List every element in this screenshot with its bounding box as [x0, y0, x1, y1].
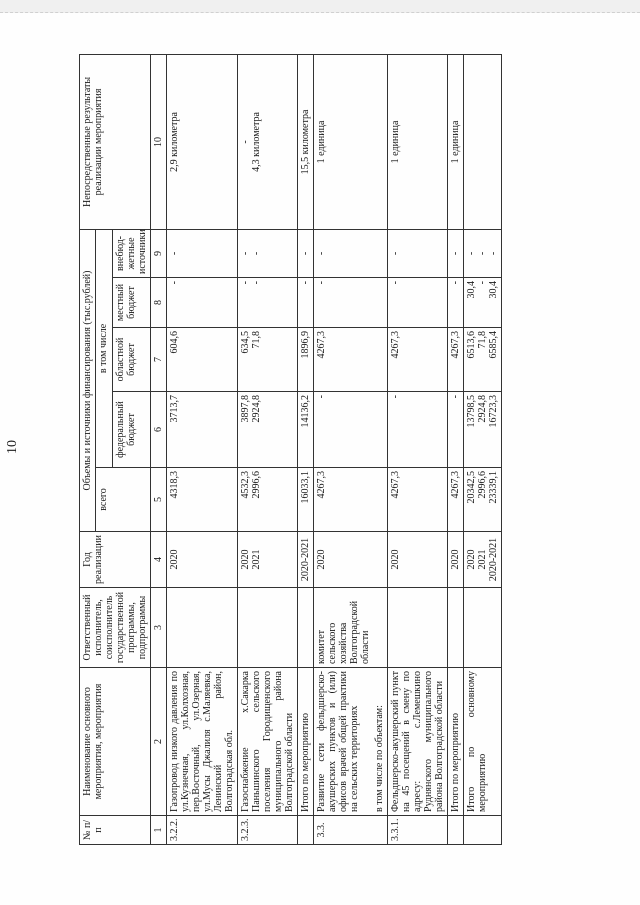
header-regional: областной бюджет — [113, 328, 151, 392]
row-responsible — [298, 588, 314, 668]
row-offbudget — [388, 229, 448, 277]
header-offbudget: внебюд-жетные источники — [113, 229, 151, 277]
row-regional-value: 4267,3 — [316, 331, 327, 359]
row-offbudget — [238, 229, 298, 277]
row-offbudget-value: - — [477, 251, 488, 256]
row-name — [388, 668, 448, 816]
row-local — [167, 278, 238, 328]
row-result-value: 2,9 километра — [169, 112, 180, 172]
row-year — [464, 532, 502, 588]
row-offbudget-value: - — [316, 251, 327, 256]
financing-table — [79, 54, 502, 845]
row-local-value: 30,4 — [488, 281, 499, 299]
row-responsible-text: комитет сельского хозяйства Волгоградской области — [316, 600, 371, 664]
header-including: в том числе — [96, 229, 113, 467]
row-local-value: - — [169, 281, 180, 285]
colnum-2: 2 — [151, 668, 167, 816]
row-federal — [167, 392, 238, 468]
row-year — [238, 532, 298, 588]
row-local — [314, 278, 388, 328]
top-scan-strip — [0, 0, 640, 13]
row-num-text: 3.2.3. — [240, 818, 251, 841]
row-total-value: 4267,3 — [316, 471, 327, 499]
row-result — [238, 54, 298, 229]
row-regional-value: 6513,6 — [466, 331, 477, 359]
row-local-value: - — [251, 281, 262, 285]
colnum-9: 9 — [151, 229, 167, 277]
table-row — [448, 54, 464, 844]
table-row — [167, 54, 238, 844]
row-total-value: 4532,3 — [240, 471, 251, 499]
row-federal-value: - — [450, 395, 461, 399]
row-result — [298, 54, 314, 229]
row-federal-value: - — [316, 395, 327, 399]
row-offbudget-value: - — [390, 251, 401, 256]
row-total — [448, 468, 464, 532]
row-name-subnote: в том числе по объектам: — [374, 705, 385, 812]
row-num — [167, 816, 238, 845]
row-result-value: - — [240, 140, 251, 144]
row-num — [314, 816, 388, 845]
row-offbudget-value: - — [488, 251, 499, 256]
row-responsible — [314, 588, 388, 668]
row-local — [298, 278, 314, 328]
row-local-value: - — [390, 281, 401, 285]
row-year — [167, 532, 238, 588]
row-year — [314, 532, 388, 588]
row-num-text: 3.3. — [316, 822, 327, 838]
row-result-value: 1 единица — [450, 120, 461, 164]
row-total-value: 4267,3 — [450, 471, 461, 499]
table-row — [388, 54, 448, 844]
row-result-value: 15,5 километра — [300, 109, 311, 175]
row-federal — [448, 392, 464, 468]
page-number: 10 — [5, 440, 20, 454]
row-result-value: 1 единица — [316, 120, 327, 164]
row-offbudget — [314, 229, 388, 277]
row-regional — [167, 328, 238, 392]
rotated-table-frame — [5, 55, 549, 845]
row-total — [388, 468, 448, 532]
header-num: № п/п — [80, 816, 151, 845]
row-responsible — [167, 588, 238, 668]
row-year-value: 2021 — [477, 549, 488, 570]
row-offbudget — [448, 229, 464, 277]
row-year — [388, 532, 448, 588]
row-offbudget-value: - — [450, 251, 461, 256]
header-year: Год реализации — [80, 532, 151, 588]
row-total-value: 16033,1 — [300, 471, 311, 504]
row-total — [464, 468, 502, 532]
row-total-value: 2996,6 — [477, 471, 488, 499]
row-year-value: 2020-2021 — [488, 537, 499, 582]
colnum-1: 1 — [151, 816, 167, 845]
row-federal-value: 16723,3 — [488, 395, 499, 428]
row-responsible — [448, 588, 464, 668]
row-federal — [388, 392, 448, 468]
row-num — [298, 816, 314, 845]
row-result — [314, 54, 388, 229]
row-responsible — [238, 588, 298, 668]
row-regional — [314, 328, 388, 392]
row-federal-value: - — [390, 395, 401, 399]
row-federal — [238, 392, 298, 468]
row-num — [464, 816, 502, 845]
row-offbudget — [464, 229, 502, 277]
row-num-text: 3.2.2. — [169, 818, 180, 841]
row-year-value: 2021 — [251, 549, 262, 570]
row-responsible — [388, 588, 448, 668]
row-regional-value: 71,8 — [477, 331, 488, 349]
row-regional — [448, 328, 464, 392]
row-regional-value: 4267,3 — [450, 331, 461, 359]
row-offbudget-value: - — [251, 251, 262, 256]
row-total — [298, 468, 314, 532]
row-total-value: 20342,5 — [466, 471, 477, 504]
row-offbudget-value: - — [300, 251, 311, 256]
row-year — [298, 532, 314, 588]
row-offbudget-value: - — [240, 251, 251, 256]
row-federal — [464, 392, 502, 468]
row-name — [314, 668, 388, 816]
row-regional-value: 6585,4 — [488, 331, 499, 359]
header-financing-group: Объемы и источники финансирования (тыс.рублей) — [80, 229, 96, 531]
row-total — [238, 468, 298, 532]
row-name-text: Газоснабжение х.Сакарка Паньшинского сельского поселения Городищенского муниципального района Волгоградской области — [240, 671, 295, 812]
header-federal: федеральный бюджет — [113, 392, 151, 468]
row-year-value: 2020 — [169, 549, 180, 570]
header-responsible: Ответственный исполнитель, соисполнитель государственной программы, подпрограммы — [80, 588, 151, 668]
row-year-value: 2020 — [390, 549, 401, 570]
row-responsible — [464, 588, 502, 668]
table-row — [314, 54, 388, 844]
row-total-value: 23339,1 — [488, 471, 499, 504]
row-name-text: Развитие сети фельдшерско-акушерских пунктов и (или) офисов врачей общей практики на сельских территориях — [316, 671, 360, 812]
row-local — [388, 278, 448, 328]
row-federal-value: 14136,2 — [300, 395, 311, 428]
row-local-value: - — [316, 281, 327, 285]
row-offbudget — [298, 229, 314, 277]
row-federal-value: 13798,5 — [466, 395, 477, 428]
row-name-text: Итого по мероприятию — [300, 713, 311, 812]
row-regional-value: 604,6 — [169, 331, 180, 354]
row-local-value: - — [450, 281, 461, 285]
row-regional — [464, 328, 502, 392]
row-regional-value: 4267,3 — [390, 331, 401, 359]
table-header — [80, 54, 167, 844]
row-name — [238, 668, 298, 816]
table-row — [298, 54, 314, 844]
row-result — [448, 54, 464, 229]
column-number-row — [151, 54, 167, 844]
row-total-value: 4267,3 — [390, 471, 401, 499]
row-total-value: 2996,6 — [251, 471, 262, 499]
row-local-value: - — [240, 281, 251, 285]
row-num — [448, 816, 464, 845]
row-local — [448, 278, 464, 328]
row-num-text: 3.3.1. — [390, 818, 401, 841]
row-name — [464, 668, 502, 816]
row-num — [388, 816, 448, 845]
colnum-8: 8 — [151, 278, 167, 328]
row-regional-value: 71,8 — [251, 331, 262, 349]
row-result — [388, 54, 448, 229]
table-row — [238, 54, 298, 844]
row-local-value: - — [477, 281, 488, 285]
colnum-4: 4 — [151, 532, 167, 588]
colnum-5: 5 — [151, 468, 167, 532]
row-result-value: 1 единица — [390, 120, 401, 164]
row-year-value: 2020 — [316, 549, 327, 570]
table-body — [167, 54, 502, 844]
row-regional — [238, 328, 298, 392]
row-local — [238, 278, 298, 328]
row-offbudget — [167, 229, 238, 277]
row-federal-value: 3713,7 — [169, 395, 180, 423]
row-result-value: 4,3 километра — [251, 112, 262, 172]
row-name-text: Итого по основному мероприятию — [466, 671, 488, 812]
row-year-value: 2020-2021 — [300, 537, 311, 582]
row-num — [238, 816, 298, 845]
row-total — [167, 468, 238, 532]
row-offbudget-value: - — [466, 251, 477, 256]
colnum-7: 7 — [151, 328, 167, 392]
row-federal-value: 3897,8 — [240, 395, 251, 423]
colnum-6: 6 — [151, 392, 167, 468]
table-row — [464, 54, 502, 844]
row-name — [167, 668, 238, 816]
row-name — [298, 668, 314, 816]
row-total-value: 4318,3 — [169, 471, 180, 499]
colnum-3: 3 — [151, 588, 167, 668]
row-year-value: 2020 — [450, 549, 461, 570]
row-federal — [298, 392, 314, 468]
row-regional-value: 634,5 — [240, 331, 251, 354]
row-offbudget-value: - — [169, 251, 180, 256]
row-name-text: Фельдшерско-акушерский пункт на 45 посещений в смену по адресу: с.Лемешкино Руднянского муниципального района Волгоградской области — [390, 671, 445, 812]
row-year — [448, 532, 464, 588]
colnum-10: 10 — [151, 54, 167, 229]
row-regional-value: 1896,9 — [300, 331, 311, 359]
row-local-value: 30,4 — [466, 281, 477, 299]
row-year-value: 2020 — [240, 549, 251, 570]
row-name — [448, 668, 464, 816]
row-year-value: 2020 — [466, 549, 477, 570]
row-result — [167, 54, 238, 229]
row-regional — [388, 328, 448, 392]
row-local-value: - — [300, 281, 311, 285]
row-name-text: Газопровод низкого давления по ул.Кузнечная, ул.Колхозная, пер.Восточный, ул.Озерная, ул.Мусы Джалиля с.Маляевка, Ленинский район, Волгоградская обл. — [169, 671, 235, 812]
header-local: местный бюджет — [113, 278, 151, 328]
row-total — [314, 468, 388, 532]
row-federal-value: 2924,8 — [477, 395, 488, 423]
row-name-text: Итого по мероприятию — [450, 713, 461, 812]
header-results: Непосредственные результаты реализации мероприятия — [80, 54, 151, 229]
row-federal-value: 2924,8 — [251, 395, 262, 423]
header-name: Наименование основного мероприятия, мероприятия — [80, 668, 151, 816]
row-result — [464, 54, 502, 229]
row-local — [464, 278, 502, 328]
row-federal — [314, 392, 388, 468]
row-regional — [298, 328, 314, 392]
header-total: всего — [96, 468, 151, 532]
